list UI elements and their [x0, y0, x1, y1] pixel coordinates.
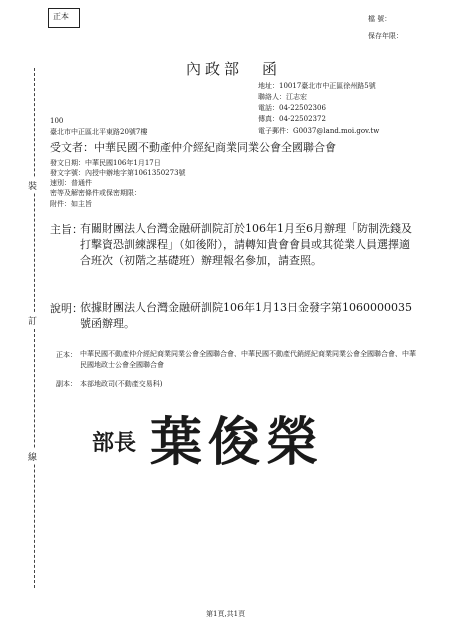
description-text: 依據財團法人台灣金融研訓院106年1月13日金發字第1060000035號函辦理。 [80, 301, 412, 330]
retention-label: 保存年限： [368, 32, 403, 40]
distribution-original-label: 正本： [56, 351, 77, 359]
binding-line [34, 68, 35, 588]
recipient-address: 臺北市中正區北平東路20號7樓 [50, 128, 148, 136]
distribution-original-text: 中華民國不動產仲介經紀商業同業公會全國聯合會、中華民國不動產代銷經紀商業同業公會全國聯合會、中華民國地政士公會全國聯合會 [80, 350, 416, 369]
issue-date: 發文日期：中華民國106年1月17日 [50, 159, 161, 167]
page-title: 內政部 函 [186, 60, 282, 78]
contact-person: 聯絡人：江志宏 [258, 93, 307, 101]
recipient-name: 受文者：中華民國不動產仲介經紀商業同業公會全國聯合會 [50, 141, 336, 154]
subject-text: 有關財團法人台灣金融研訓院訂於106年1月至6月辦理「防制洗錢及打擊資恐訓練課程」（如後附），請轉知貴會會員或其從業人員選擇適合班次（初階之基礎班）辦理報名參加，請查照。 [80, 222, 412, 267]
zhengben-label: 正本 [53, 12, 69, 21]
secrecy-level: 密等及解密條件或保密期限： [50, 189, 141, 197]
description-label: 說明： [50, 302, 83, 315]
issue-number: 發文字號：內授中辦地字第1061350273號 [50, 169, 186, 177]
agency-address: 地址：10017臺北市中正區徐州路5號 [258, 82, 376, 90]
postal-code: 100 [50, 117, 64, 125]
speed-class: 速別：普通件 [50, 179, 92, 187]
contact-email: 電子郵件：G0037@land.moi.gov.tw [258, 127, 380, 135]
contact-phone: 電話：04-22502306 [258, 104, 326, 112]
subject-label: 主旨： [50, 223, 83, 236]
signature-title: 部長 [92, 430, 137, 456]
distribution-copy-label: 副本： [56, 380, 77, 388]
page-footer: 第1頁,共1頁 [206, 610, 246, 618]
binding-zhuang: 裝 [28, 178, 37, 193]
binding-ding: 訂 [28, 313, 37, 328]
attachment-note: 附件：如主旨 [50, 200, 92, 208]
distribution-copy-text: 本部地政司(不動產交易科) [80, 380, 163, 388]
file-number-label: 檔 號： [368, 15, 392, 23]
signature-name: 葉俊榮 [150, 412, 325, 473]
contact-fax: 傳真：04-22502372 [258, 115, 326, 123]
binding-xian: 線 [28, 449, 37, 464]
